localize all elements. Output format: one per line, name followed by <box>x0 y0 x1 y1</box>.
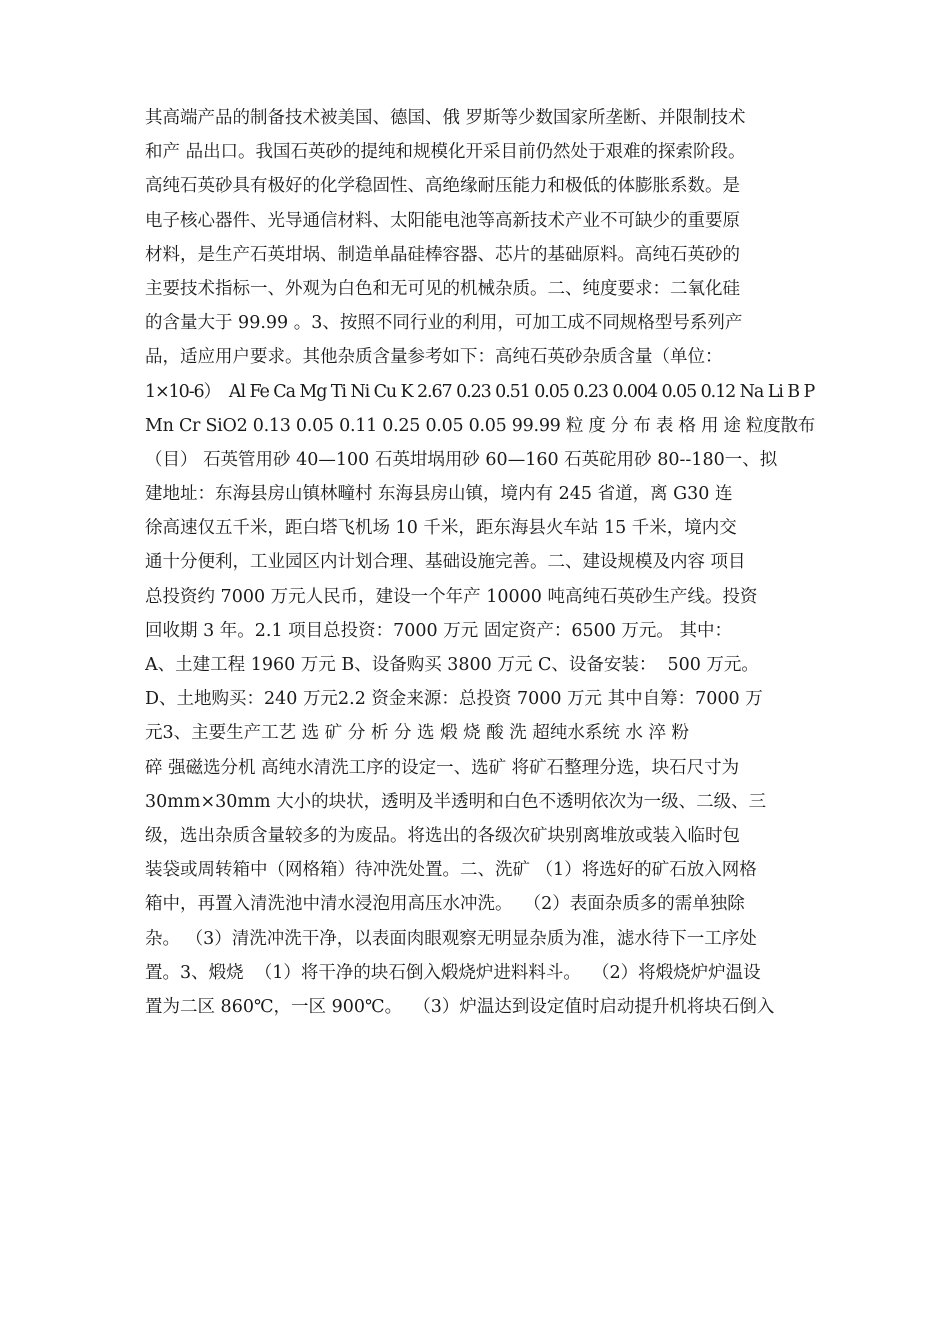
text-line: 级，选出杂质含量较多的为废品。将选出的各级次矿块别离堆放或装入临时包 <box>145 825 740 846</box>
text-line: 主要技术指标一、外观为白色和无可见的机械杂质。二、纯度要求：二氧化硅 <box>145 278 740 299</box>
text-line: 1×10-6） Al Fe Ca Mg Ti Ni Cu K 2.67 0.23 0.51 0.05 0.23 0.004 0.05 0.12 Na Li B P <box>145 381 815 402</box>
text-line: 碎 强磁选分机 高纯水清洗工序的设定一、选矿 将矿石整理分选，块石尺寸为 <box>145 757 740 778</box>
text-line: 元3、主要生产工艺 选 矿 分 析 分 选 煅 烧 酸 洗 超纯水系统 水 淬 粉 <box>145 723 690 744</box>
text-line: 通十分便利，工业园区内计划合理、基础设施完善。二、建设规模及内容 项目 <box>145 552 746 573</box>
body-text <box>145 101 815 1024</box>
text-line: 箱中，再置入清洗池中清水浸泡用高压水冲洗。 （2）表面杂质多的需单独除 <box>145 894 745 915</box>
text-line: 30mm×30mm 大小的块状，透明及半透明和白色不透明依次为一级、二级、三 <box>145 791 767 812</box>
text-line: 置为二区 860℃，一区 900℃。 （3）炉温达到设定值时启动提升机将块石倒入 <box>145 996 775 1017</box>
text-line: 品，适应用户要求。其他杂质含量参考如下：高纯石英砂杂质含量（单位： <box>145 347 723 368</box>
text-line: 材料，是生产石英坩埚、制造单晶硅棒容器、芯片的基础原料。高纯石英砂的 <box>145 244 740 265</box>
text-line: Mn Cr SiO2 0.13 0.05 0.11 0.25 0.05 0.05 99.99 粒 度 分 布 表 格 用 途 粒度散布 <box>145 415 815 436</box>
text-line: 置。3、煅烧 （1）将干净的块石倒入煅烧炉进料料斗。 （2）将煅烧炉炉温设 <box>145 962 761 983</box>
text-line: 装袋或周转箱中（网格箱）待冲洗处置。二、洗矿 （1）将选好的矿石放入网格 <box>145 860 757 881</box>
text-line: A、土建工程 1960 万元 B、设备购买 3800 万元 C、设备安装： 500 万元。 <box>145 655 759 675</box>
text-line: 建地址：东海县房山镇林疃村 东海县房山镇，境内有 245 省道，离 G30 连 <box>145 484 733 505</box>
text-line: 的含量大于 99.99 。3、按照不同行业的利用，可加工成不同规格型号系列产 <box>145 313 743 334</box>
text-line: 其高端产品的制备技术被美国、德国、俄 罗斯等少数国家所垄断、并限制技术 <box>145 108 746 128</box>
text-line: 电子核心器件、光导通信材料、太阳能电池等高新技术产业不可缺少的重要原 <box>145 210 740 231</box>
text-line: 高纯石英砂具有极好的化学稳固性、高绝缘耐压能力和极低的体膨胀系数。是 <box>145 176 740 197</box>
text-line: 总投资约 7000 万元人民币，建设一个年产 10000 吨高纯石英砂生产线。投资 <box>145 586 758 607</box>
text-line: 回收期 3 年。2.1 项目总投资：7000 万元 固定资产：6500 万元。 其中： <box>145 620 732 641</box>
text-line: （目） 石英管用砂 40—100 石英坩埚用砂 60—160 石英砣用砂 80--180一、拟 <box>145 449 778 470</box>
text-line: 杂。 （3）清洗冲洗干净，以表面肉眼观察无明显杂质为准，滤水待下一工序处 <box>145 928 757 949</box>
text-line: 徐高速仅五千米，距白塔飞机场 10 千米，距东海县火车站 15 千米，境内交 <box>145 518 737 539</box>
text-line: D、土地购买：240 万元2.2 资金来源：总投资 7000 万元 其中自筹：7000 万 <box>145 689 763 710</box>
text-line: 和产 品出口。我国石英砂的提纯和规模化开采目前仍然处于艰难的探索阶段。 <box>145 142 746 163</box>
